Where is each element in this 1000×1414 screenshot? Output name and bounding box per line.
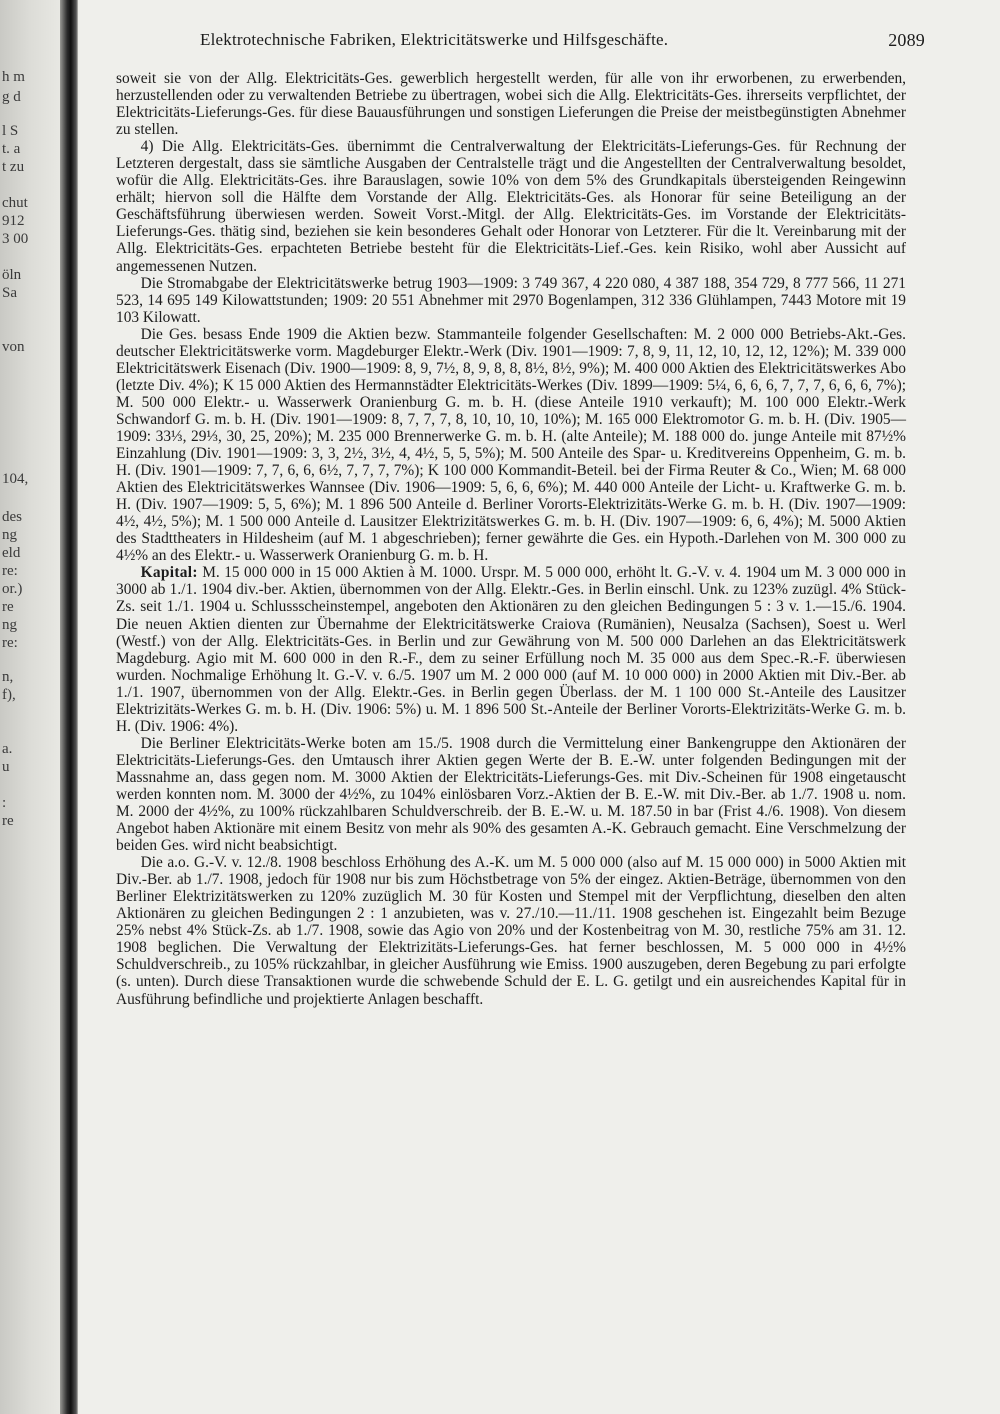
- paragraph: soweit sie von der Allg. Elektricitäts-Ges. gewerblich hergestellt werden, für alle von ihr erworbenen, zu erwerbenden, herzustellenden oder zu verwaltenden Betriebe zu übertragen, wobei sich die Allg. Elektricitäts-Ges. ihrerseits verpflichtet, der Elektricitäts-Lieferungs-Ges. für diese Bauausführungen und sonstigen Lieferungen die Preise der meistbegünstigten Abnehmer zu stellen.: [116, 70, 906, 139]
- edge-fragment: re:: [2, 635, 18, 651]
- edge-fragment: chut: [2, 195, 28, 211]
- capital-paragraph: [116, 564, 906, 734]
- edge-fragment: ng: [2, 617, 17, 633]
- page-number: 2089: [888, 30, 925, 50]
- edge-fragment: l S: [2, 123, 19, 139]
- body-text: [116, 70, 906, 1008]
- edge-fragment: a.: [2, 741, 13, 757]
- edge-fragment: 3 00: [2, 231, 29, 247]
- header-title: Elektrotechnische Fabriken, Elektricitätswerke und Hilfsgeschäfte.: [200, 30, 669, 49]
- paragraph: 4) Die Allg. Elektricitäts-Ges. übernimmt die Centralverwaltung der Elektricitäts-Lieferungs-Ges. für Rechnung der Letzteren dergestalt, dass sie sämtliche Ausgaben der Centralstelle trägt und die Angestellten der Centralverwaltung besoldet, wofür die Allg. Elektricitäts-Ges. ihre Barauslagen, sowie 10% von dem 5% des Grundkapitals übersteigenden Reingewinn erhält; hiervon soll die Hälfte dem Vorstande der Allg. Elektricitäts-Ges. als Honorar für seine Beteiligung an der Geschäftsführung überwiesen werden. Soweit Vorst.-Mitgl. der Allg. Elektricitäts-Ges. im Vorstande der Elektricitäts-Lieferungs-Ges. thätig sind, beziehen sie kein besonderes Gehalt oder Honorar von Letzterer. Für die lt. Vereinbarung mit der Allg. Elektricitäts-Ges. erpachteten Betriebe besteht für die Elektricitäts-Lief.-Ges. kein Risiko, wohl aber Aussicht auf angemessenen Nutzen.: [116, 138, 906, 275]
- edge-fragment: g d: [2, 89, 21, 105]
- edge-fragment: 912: [2, 213, 25, 229]
- edge-fragment: re: [2, 599, 14, 615]
- edge-fragment: u: [2, 759, 10, 775]
- paragraph: Die Berliner Elektricitäts-Werke boten am 15./5. 1908 durch die Vermittelung einer Bankengruppe den Aktionären der Elektricitäts-Lieferungs-Ges. den Umtausch ihrer Aktien gegen Werte der B. E.-W. unter folgenden Bedingungen mit der Massnahme an, dass gegen nom. M. 3000 Aktien der Elektricitäts-Lieferungs-Ges. mit Div.-Scheinen für 1908 eingetauscht werden konnten nom. M. 3000 der 4½%, zu 104% einlösbaren Vorz.-Aktien der B. E.-W. mit Div.-Ber. ab 1./7. 1908 u. nom. M. 2000 der 4½%, zu 100% rückzahlbaren Schuldverschreib. der B. E.-W. u. M. 187.50 in bar (Frist 4./6. 1908). Von diesem Angebot haben Aktionäre mit einem Besitz von mehr als 90% des gesamten A.-K. Gebrauch gemacht. Eine Verschmelzung der beiden Ges. wird nicht beabsichtigt.: [116, 734, 906, 855]
- edge-fragment: ng: [2, 527, 17, 543]
- edge-fragment: f),: [2, 687, 16, 703]
- edge-fragment: von: [2, 339, 25, 355]
- edge-fragment: des: [2, 509, 22, 525]
- edge-fragment: :: [2, 795, 7, 811]
- book-spine: [60, 0, 78, 1414]
- edge-fragment: or.): [2, 581, 23, 597]
- edge-fragment: n,: [2, 669, 14, 685]
- capital-label: Kapital:: [140, 564, 198, 582]
- edge-fragment: t zu: [2, 159, 25, 175]
- paragraph: Die Stromabgabe der Elektricitätswerke betrug 1903—1909: 3 749 367, 4 220 080, 4 387 188, 354 729, 8 777 566, 11 271 523, 14 695 149 Kilowattstunden; 1909: 20 551 Abnehmer mit 2970 Bogenlampen, 312 336 Glühlampen, 7443 Motore mit 19 103 Kilowatt.: [116, 274, 906, 326]
- edge-fragment: re:: [2, 563, 18, 579]
- running-header: [200, 30, 925, 54]
- edge-fragment: öln: [2, 267, 22, 283]
- edge-fragment: re: [2, 813, 14, 829]
- edge-fragment: Sa: [2, 285, 17, 301]
- edge-fragment: 104,: [2, 471, 29, 487]
- paragraph: Die Ges. besass Ende 1909 die Aktien bezw. Stammanteile folgender Gesellschaften: M. 2 000 000 Betriebs-Akt.-Ges. deutscher Elektricitätswerke vorm. Magdeburger Elektr.-Werk (Div. 1901—1909: 7, 8, 9, 11, 12, 10, 12, 12, 12%); M. 339 000 Elektricitätswerk Eisenach (Div. 1900—1909: 8, 9, 7½, 8, 9, 8, 8, 8½, 8½, 9%); M. 400 000 Aktien des Elektricitätswerkes Abo (letzte Div. 4%); K 15 000 Aktien des Hermannstädter Elektricitäts-Werkes (Div. 1899—1909: 5¼, 6, 6, 6, 7, 7, 7, 6, 6, 6, 7%); M. 500 000 Elektr.- u. Wasserwerk Oranienburg G. m. b. H. (diese Anteile 1910 verkauft); M. 100 000 Elektr.-Werk Schwandorf G. m. b. H. (Div. 1901—1909: 8, 7, 7, 7, 8, 10, 10, 10, 10%); M. 165 000 Elektromotor G. m. b. H. (Div. 1905—1909: 33⅓, 29⅓, 30, 25, 20%); M. 235 000 Brennerwerke G. m. b. H. (alte Anteile); M. 188 000 do. junge Anteile mit 87½% Einzahlung (Div. 1901—1909: 3, 3, 2½, 3½, 4, 4½, 5, 5, 5%); M. 500 Anteile des Spar- u. Kreditvereins Oppenheim, G. m. b. H. (Div. 1901—1909: 7, 7, 6, 6, 6½, 7, 7, 7, 7%); K 100 000 Kommandit-Beteil. bei der Firma Reuter & Co., Wien; M. 68 000 Aktien des Elektricitätswerkes Wannsee (Div. 1906—1909: 5, 6, 6, 6%); M. 440 000 Anteile der Licht- u. Kraftwerke G. m. b. H. (Div. 1907—1909: 5, 5, 6%); M. 1 896 500 Anteile d. Berliner Vororts-Elektrizitäts-Werke G. m. b. H. (Div. 1907—1909: 4½, 4½, 5%); M. 1 500 000 Anteile d. Lausitzer Elektrizitätswerkes G. m. b. H. (Div. 1907—1909: 6, 6, 4%); M. 5000 Aktien des Stadttheaters in Hildesheim (auf M. 1 abgeschrieben); ferner gewährte die Ges. ein Hypoth.-Darlehen von M. 300 000 zu 4½% an des Elektr.- u. Wasserwerk Oranienburg G. m. b. H.: [116, 325, 906, 565]
- capital-text: M. 15 000 000 in 15 000 Aktien à M. 1000. Urspr. M. 5 000 000, erhöht lt. G.-V. v. 4. 1904 um M. 3 000 000 in 3000 ab 1./1. 1904 div.-ber. Aktien, übernommen von der Allg. Elektr.-Ges. in Berlin einschl. Unk. zu 123% zuzügl. 4% Stück-Zs. seit 1./1. 1904 u. Schlussscheinstempel, angeboten den Aktionären zu den gleichen Bedingungen 5 : 3 v. 1.—15./6. 1904. Die neuen Aktien dienten zur Übernahme der Elektricitätswerke Craiova (Rumänien), Neusalza (Sachsen), Soest u. Werl (Westf.) von der Allg. Elektricitäts-Ges. in Berlin und zur Gewährung von M. 500 000 Darlehen an das Elektricitätswerk Magdeburg. Agio mit M. 600 000 in den R.-F., dem zu seiner Erfüllung noch M. 35 000 aus dem Spec.-R.-F. überwiesen wurden. Nochmalige Erhöhung lt. G.-V. v. 6./5. 1907 um M. 2 000 000 (auf M. 10 000 000) in 2000 Aktien mit Div.-Ber. ab 1./1. 1907, übernommen von der Allg. Elektr.-Ges. in Berlin gegen Überlass. der M. 1 100 000 St.-Anteile des Lausitzer Elektrizitäts-Werkes G. m. b. H. (Div. 1906: 5%) u. M. 1 896 500 St.-Anteile der Berliner Vororts-Elektrizitäts-Werke G. m. b. H. (Div. 1906: 4%).: [116, 564, 906, 735]
- edge-fragment: eld: [2, 545, 21, 561]
- edge-fragment: t. a: [2, 141, 21, 157]
- left-page-edge-text: [0, 0, 58, 1414]
- paragraph: Die a.o. G.-V. v. 12./8. 1908 beschloss Erhöhung des A.-K. um M. 5 000 000 (also auf M. 15 000 000) in 5000 Aktien mit Div.-Ber. ab 1./7. 1908, jedoch für 1908 nur bis zum Höchstbetrage von 5% der eingez. Aktien-Beträge, übernommen von den Berliner Elektrizitätswerken zu 120% zuzüglich M. 30 für Kosten und Stempel mit der Verpflichtung, dieselben den alten Aktionären zu gleichen Bedingungen 2 : 1 anzubieten, was v. 27./10.—11./11. 1908 geschehen ist. Eingezahlt beim Bezuge 25% nebst 4% Stück-Zs. ab 1./7. 1908, sowie das Agio von 20% und der Kostenbeitrag von M. 30, restliche 75% am 31. 12. 1908 beglichen. Die Verwaltung der Elektrizitäts-Lieferungs-Ges. hat ferner beschlossen, M. 5 000 000 in 4½% Schuldverschreib., zu 105% rückzahlbar, in gleicher Ausführung wie Emiss. 1900 auszugeben, deren Begebung zu pari erfolgte (s. unten). Durch diese Transaktionen wurde die schwebende Schuld der E. L. G. getilgt und ein ausreichendes Kapital für in Ausführung befindliche und projektierte Anlagen beschafft.: [116, 854, 906, 1008]
- edge-fragment: h m: [2, 69, 25, 85]
